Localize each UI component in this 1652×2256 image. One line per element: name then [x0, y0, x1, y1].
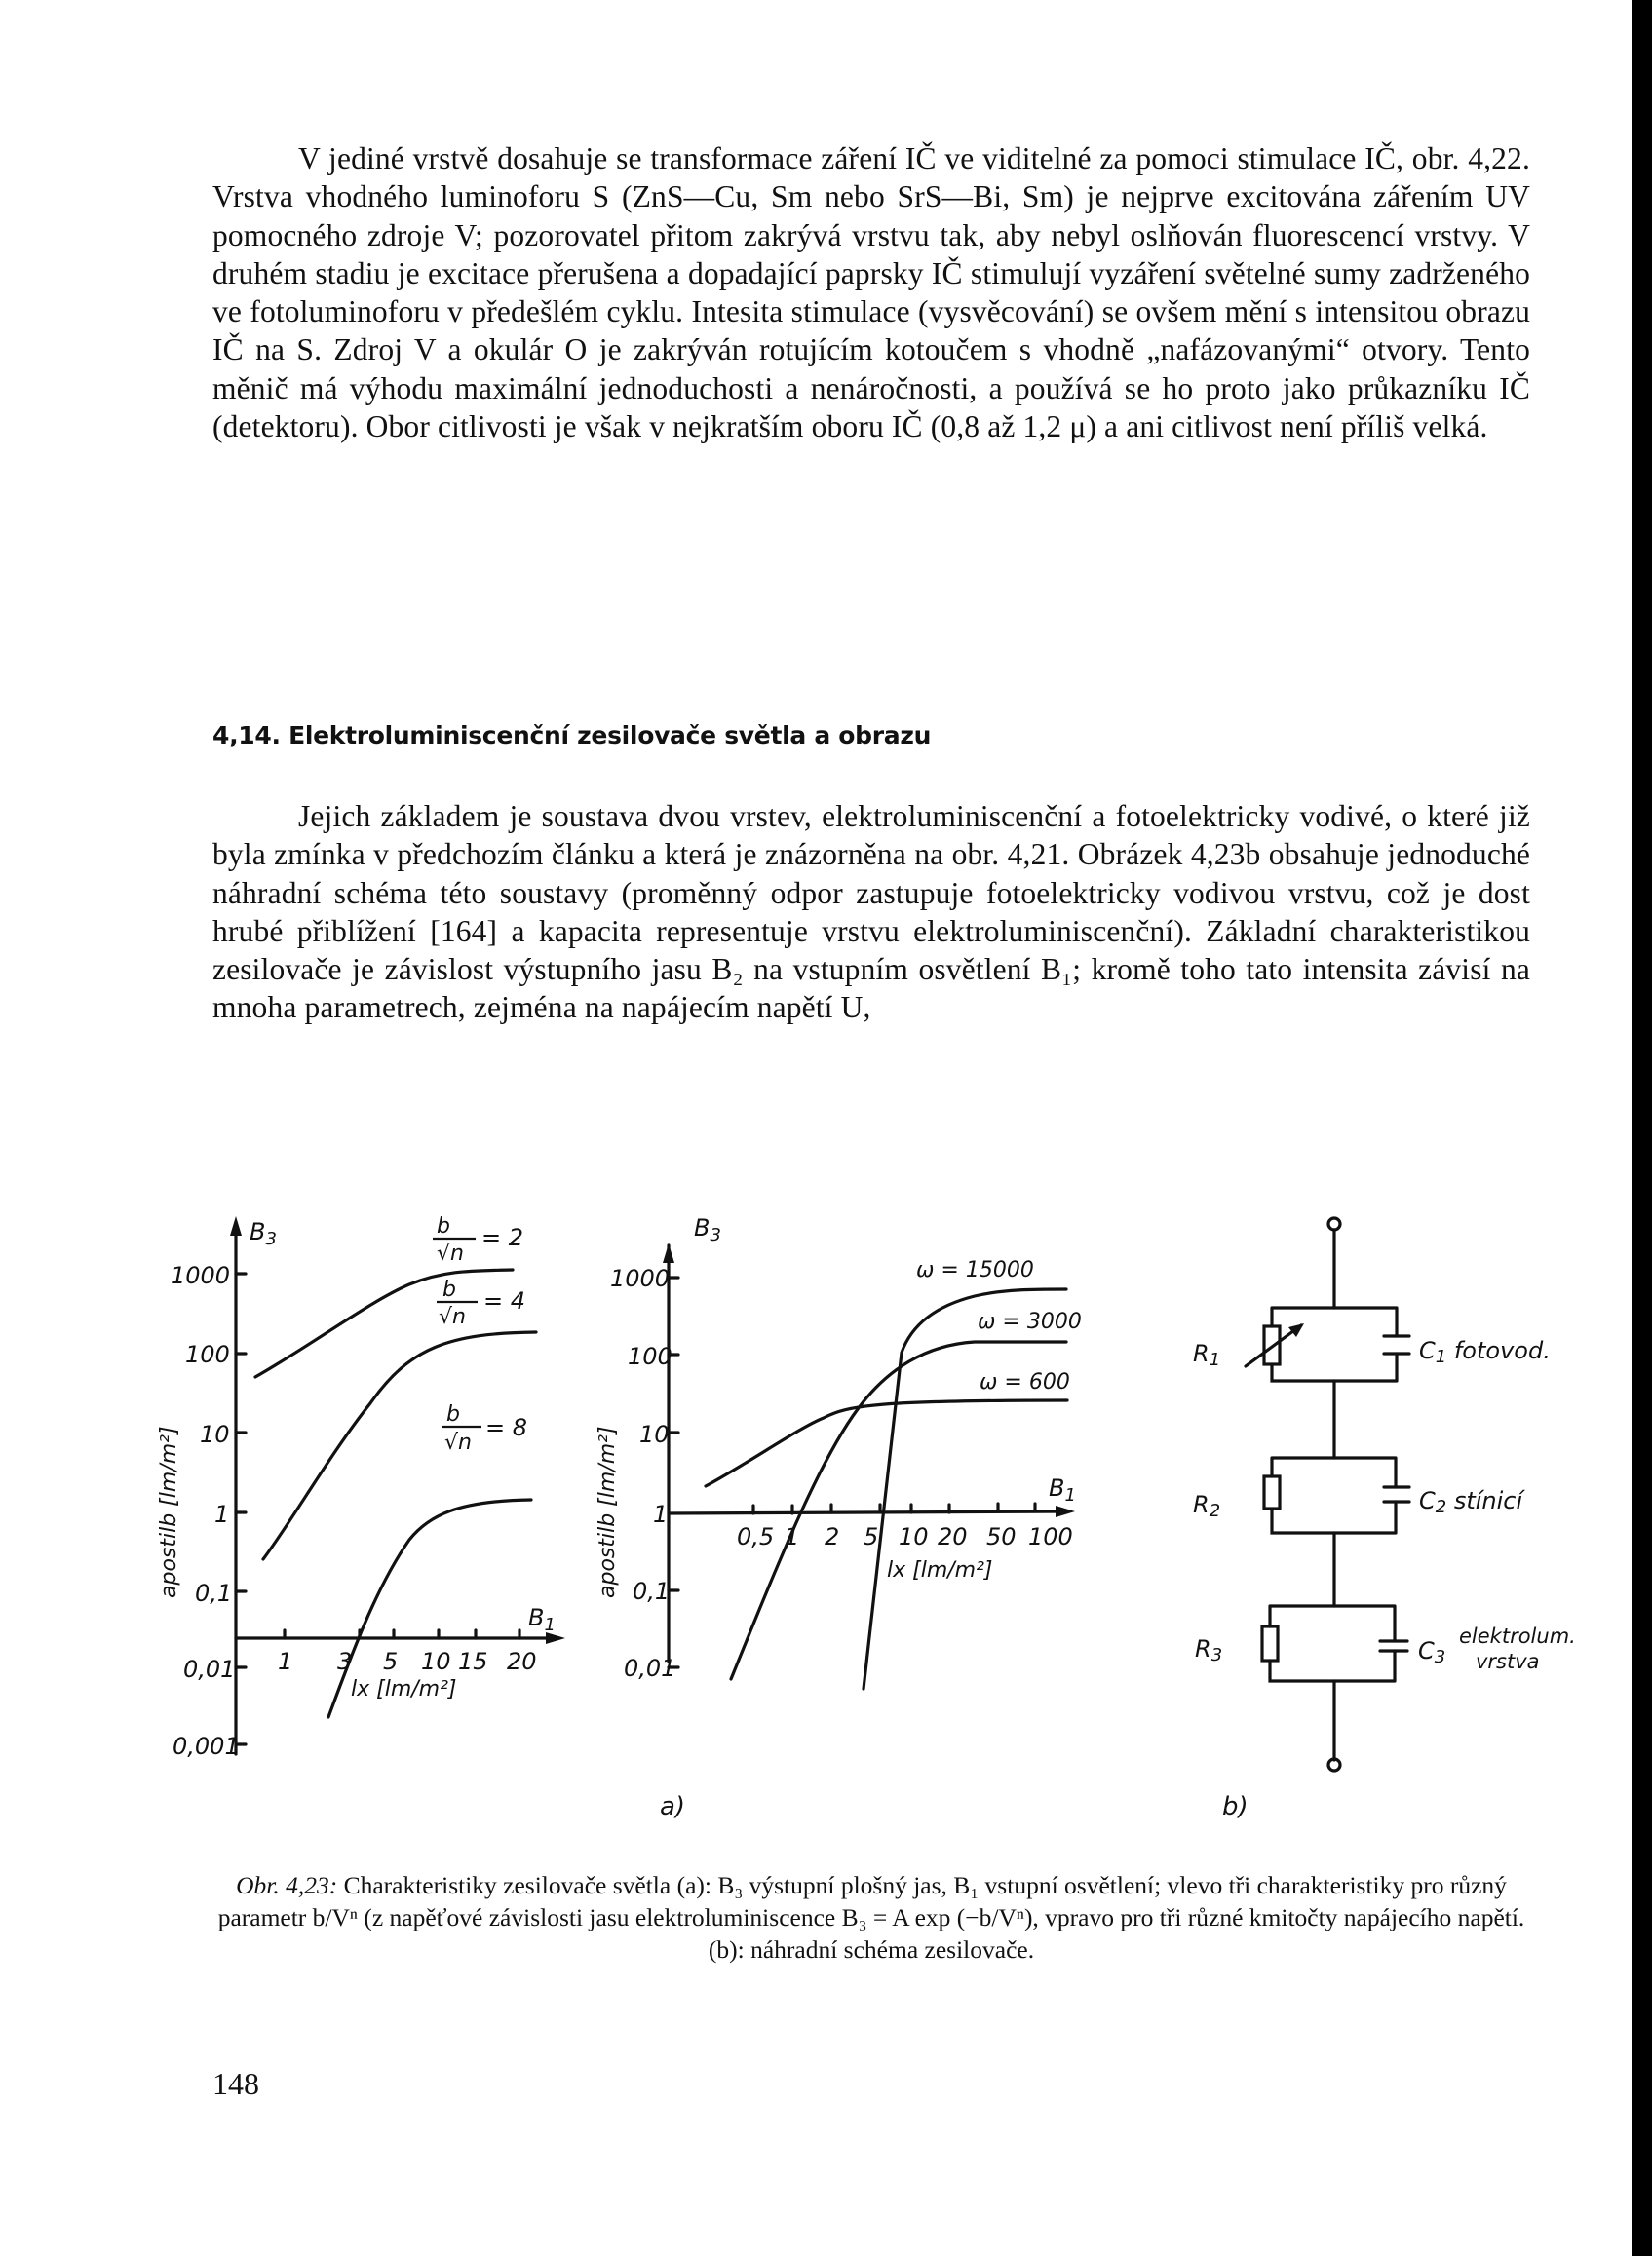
svg-text:100: 100	[1028, 1523, 1073, 1550]
svg-text:0,5: 0,5	[737, 1523, 775, 1550]
resistor-r2	[1264, 1476, 1280, 1509]
page-number: 148	[212, 2066, 259, 2101]
left-x-label: $B_1$	[528, 1604, 556, 1635]
svg-text:vrstva: vrstva	[1476, 1650, 1540, 1673]
curve-b4	[263, 1332, 536, 1559]
paragraph-amplifiers	[212, 797, 1530, 1027]
svg-text:√n: √n	[444, 1431, 472, 1455]
svg-text:5: 5	[864, 1523, 879, 1550]
curve-w15000	[864, 1289, 1066, 1689]
figure-graphics	[0, 1194, 1652, 1827]
svg-text:0,1: 0,1	[633, 1578, 671, 1605]
svg-text:elektrolum.: elektrolum.	[1459, 1625, 1576, 1648]
right-x-axis	[669, 1511, 1067, 1513]
svg-text:= 2: = 2	[481, 1224, 524, 1251]
svg-text:1000: 1000	[610, 1265, 671, 1292]
svg-text:0,01: 0,01	[183, 1656, 236, 1683]
svg-text:√n: √n	[437, 1242, 464, 1266]
svg-text:10: 10	[639, 1421, 670, 1448]
curve-b2	[255, 1270, 513, 1377]
svg-text:1: 1	[214, 1501, 230, 1528]
figure-4-23	[0, 1194, 1652, 1827]
label-r3: R3	[1195, 1635, 1223, 1665]
svg-text:0,001: 0,001	[173, 1733, 240, 1760]
svg-text:1: 1	[785, 1523, 800, 1550]
left-y-label: $B_3$	[250, 1218, 277, 1249]
svg-text:15: 15	[458, 1648, 488, 1675]
label-w600: ω = 600	[980, 1370, 1070, 1395]
left-y-unit: apostilb [lm/m²]	[157, 1426, 181, 1598]
right-x-label: $B_1$	[1049, 1474, 1076, 1506]
subfigure-label-b: b)	[1222, 1792, 1249, 1821]
subfigure-label-a: a)	[660, 1792, 686, 1821]
right-x-unit: lx [lm/m²]	[887, 1558, 993, 1583]
svg-text:= 8: = 8	[485, 1414, 528, 1441]
label-w3000: ω = 3000	[978, 1310, 1082, 1334]
left-ytick-1000: 1000	[171, 1262, 231, 1289]
paragraph-text-2: Jejich základem je soustava dvou vrstev, elektroluminiscenční a fotoelektricky vodivé, o které již byla zmínka v předchozím článku a která je znázorněna na obr. 4,21. Obrázek 4,23b obsahuje jednoduché náhradní schéma této soustavy (proměnný odpor zastupuje fotoelektricky vodivou vrstvu, což je dost hrubé přiblížení [164] a kapacita representuje vrstvu elektroluminiscenční). Základní charakteristikou zesilovače je závislost výstupního jasu B₂ na vstupním osvětlení B₁; kromě toho tato intensita závisí na mnoha parametrech, zejména na napájecím napětí U,	[212, 799, 1530, 1025]
svg-text:1: 1	[278, 1648, 293, 1675]
label-r2: R2	[1193, 1491, 1221, 1521]
svg-text:0,1: 0,1	[195, 1580, 233, 1607]
right-y-unit: apostilb [lm/m²]	[595, 1426, 620, 1598]
svg-text:0,01: 0,01	[624, 1655, 676, 1682]
svg-text:b: b	[437, 1214, 450, 1239]
label-r1: R1	[1193, 1340, 1221, 1370]
terminal-top	[1328, 1218, 1340, 1230]
label-c1: C1 fotovod.	[1419, 1337, 1551, 1367]
svg-text:50: 50	[986, 1523, 1017, 1550]
label-c2: C2 stínicí	[1419, 1487, 1523, 1517]
svg-text:3: 3	[337, 1648, 353, 1675]
right-y-label: $B_3$	[694, 1214, 721, 1245]
label-c3: C3	[1418, 1637, 1446, 1667]
svg-text:b: b	[442, 1278, 456, 1302]
svg-text:10: 10	[200, 1421, 230, 1448]
label-w15000: ω = 15000	[916, 1258, 1034, 1282]
figure-caption	[212, 1869, 1530, 1966]
section-heading: 4,14. Elektroluminiscenční zesilovače světla a obrazu	[212, 721, 932, 749]
svg-text:100: 100	[185, 1341, 230, 1368]
caption-lead: Obr. 4,23:	[236, 1871, 338, 1899]
svg-text:10: 10	[899, 1523, 929, 1550]
paragraph-text-1: V jediné vrstvě dosahuje se transformace záření IČ ve viditelné za pomoci stimulace IČ, obr. 4,22. Vrstva vhodného luminoforu S (ZnS—Cu, Sm nebo SrS—Bi, Sm) je nejprve excitována zářením UV pomocného zdroje V; pozorovatel přitom zakrývá vrstvu tak, aby nebyl oslňován fluorescencí vrstvy. V druhém stadiu je excitace přerušena a dopadající paprsky IČ stimulují vyzáření světelné sumy zadrženého ve fotoluminoforu v předešlém cyklu. Intesita stimulace (vysvěcování) se ovšem mění s intensitou obrazu IČ na S. Zdroj V a okulár O je zakrýván rotujícím kotoučem s vhodně „nafázovanými“ otvory. Tento měnič má výhodu maximální jednoduchosti a nenáročnosti, a používá se ho proto jako průkazníku IČ (detektoru). Obor citlivosti je však v nejkratším oboru IČ (0,8 až 1,2 μ) a ani citlivost není příliš velká.	[212, 141, 1530, 444]
caption-text: Charakteristiky zesilovače světla (a): B₃ výstupní plošný jas, B₁ vstupní osvětlení; vlevo tři charakteristiky pro různý parametr b/Vⁿ (z napěťové závislosti jasu elektroluminiscence B₃ = A exp (−b/Vⁿ), vpravo pro tři různé kmitočty napájecího napětí. (b): náhradní schéma zesilovače.	[217, 1871, 1525, 1964]
svg-text:10: 10	[421, 1648, 451, 1675]
resistor-r3	[1262, 1626, 1278, 1661]
left-x-unit: lx [lm/m²]	[351, 1677, 457, 1702]
svg-text:= 4: = 4	[483, 1287, 526, 1315]
svg-text:1: 1	[653, 1501, 669, 1528]
svg-text:b: b	[446, 1402, 460, 1427]
svg-text:2: 2	[825, 1523, 840, 1550]
svg-text:20: 20	[938, 1523, 968, 1550]
svg-text:100: 100	[628, 1343, 672, 1370]
svg-text:√n: √n	[439, 1305, 466, 1329]
svg-text:20: 20	[507, 1648, 537, 1675]
svg-text:5: 5	[383, 1648, 399, 1675]
scan-edge-border	[1632, 0, 1652, 2256]
paragraph-stimulation	[212, 139, 1530, 445]
